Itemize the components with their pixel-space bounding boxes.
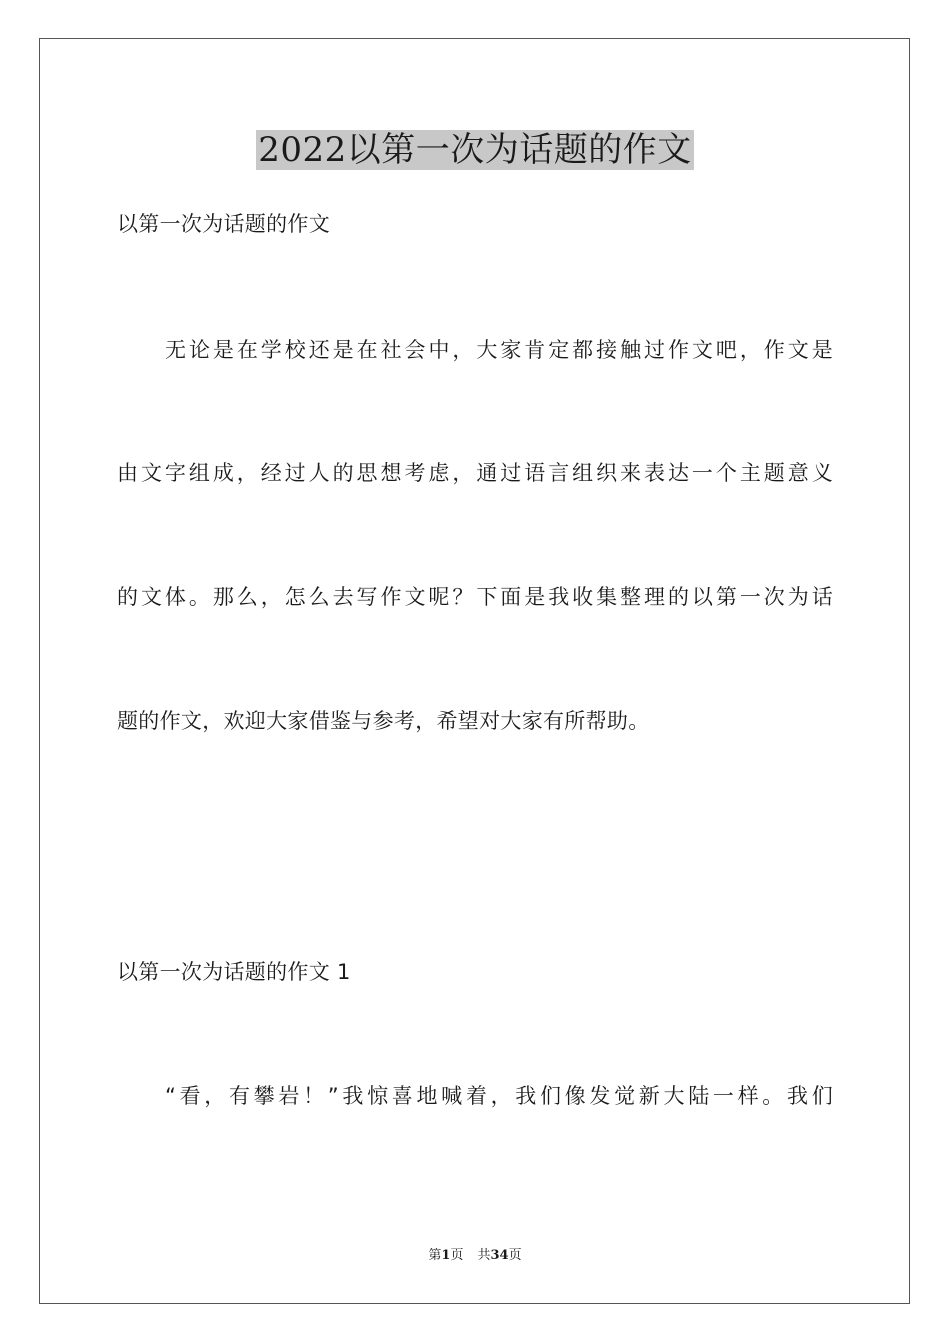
footer-page-total: 34 bbox=[490, 1248, 509, 1263]
footer-page-prefix: 第 bbox=[428, 1248, 442, 1263]
document-title bbox=[0, 124, 950, 176]
document-subtitle: 以第一次为话题的作文 bbox=[117, 212, 330, 236]
footer-total-prefix: 共 bbox=[477, 1248, 491, 1263]
intro-line-4: 题的作文，欢迎大家借鉴与参考，希望对大家有所帮助。 bbox=[117, 709, 650, 733]
intro-line-3: 的文体。那么，怎么去写作文呢？下面是我收集整理的以第一次为话 bbox=[117, 585, 833, 609]
page-footer bbox=[0, 1247, 950, 1265]
section-line-1: “看，有攀岩！”我惊喜地喊着，我们像发觉新大陆一样。我们 bbox=[165, 1084, 833, 1108]
intro-line-1: 无论是在学校还是在社会中，大家肯定都接触过作文吧，作文是 bbox=[165, 338, 833, 362]
section-heading: 以第一次为话题的作文 1 bbox=[117, 960, 351, 984]
footer-page-current: 1 bbox=[441, 1248, 451, 1263]
footer-page-suffix: 页 bbox=[450, 1248, 464, 1263]
document-title-text: 2022以第一次为话题的作文 bbox=[258, 130, 692, 170]
footer-total-suffix: 页 bbox=[508, 1248, 522, 1263]
intro-line-2: 由文字组成，经过人的思想考虑，通过语言组织来表达一个主题意义 bbox=[117, 461, 833, 485]
